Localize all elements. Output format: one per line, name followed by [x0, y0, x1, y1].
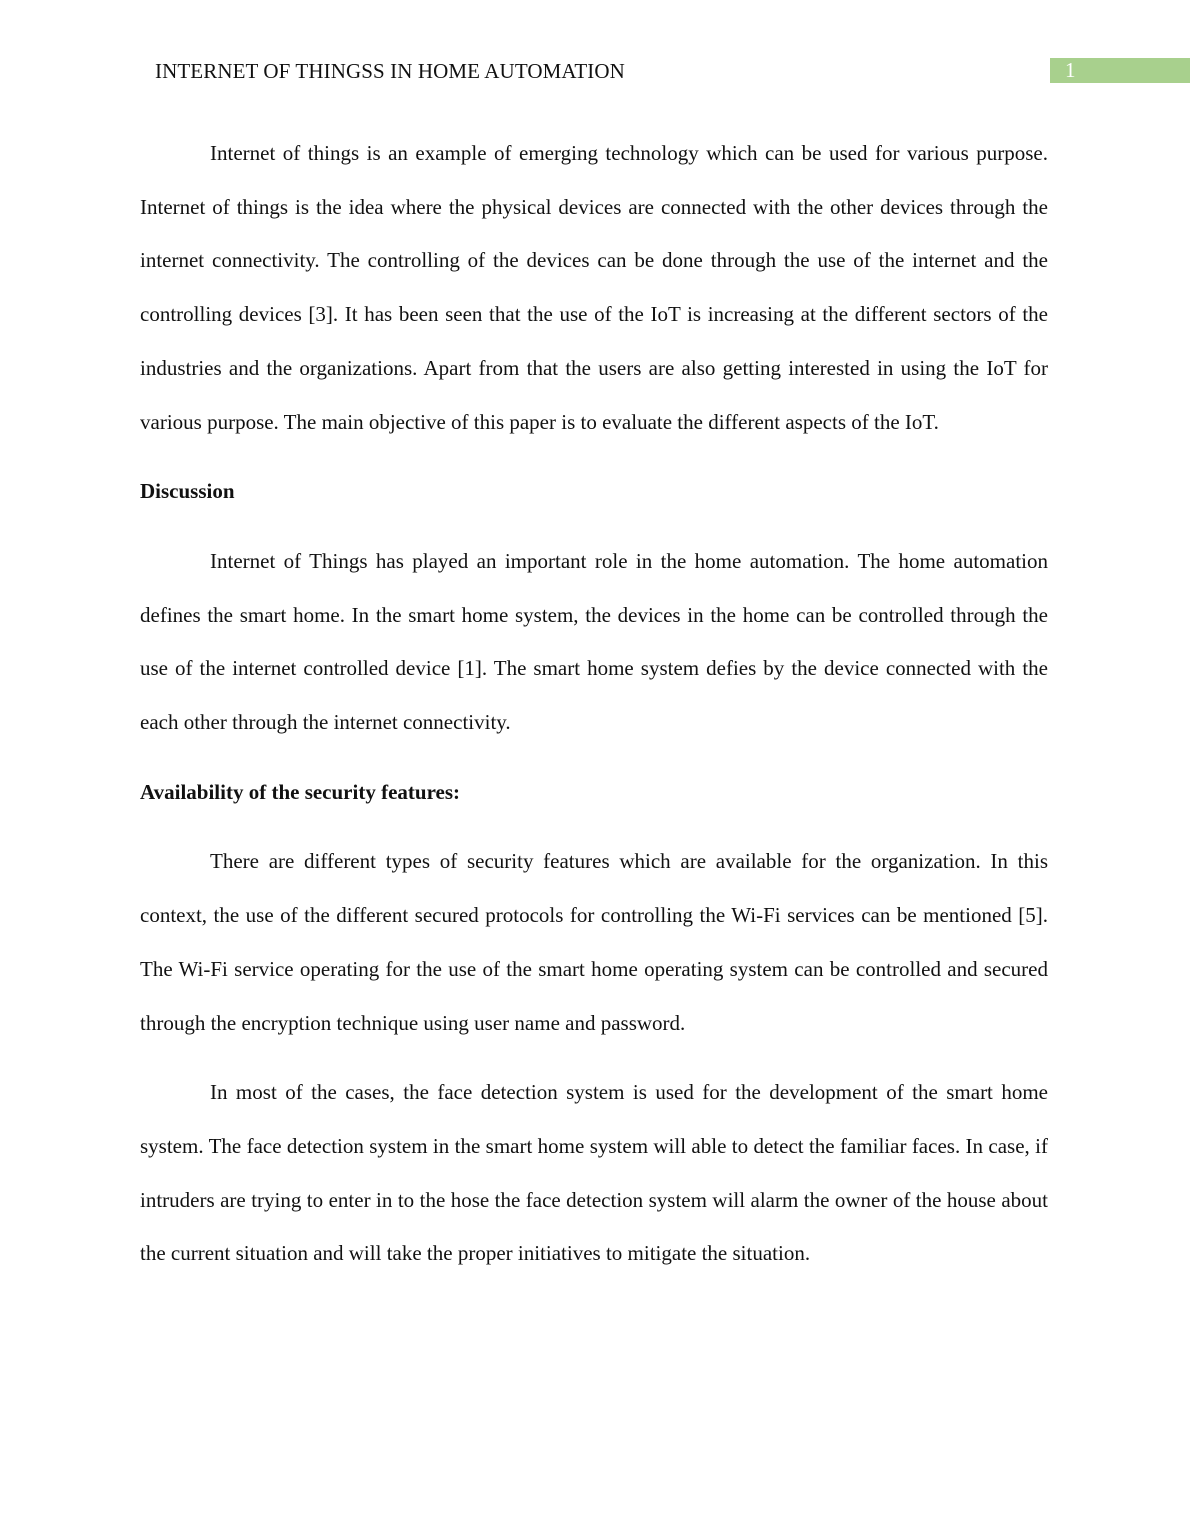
running-head-title: INTERNET OF THINGSS IN HOME AUTOMATION	[155, 59, 625, 83]
document-body	[140, 127, 1048, 1297]
page-number-box	[1050, 58, 1190, 83]
page-number: 1	[1065, 58, 1076, 82]
face-detection-paragraph: In most of the cases, the face detection system is used for the development of the smart home system. The face detection system in the smart home system will able to detect the familiar faces. In case, if intruders are trying to enter in to the hose the face detection system will alarm the owner of the house about the current situation and will take the proper initiatives to mitigate the situation.	[140, 1080, 1048, 1266]
discussion-heading: Discussion	[140, 479, 235, 504]
intro-paragraph: Internet of things is an example of emerging technology which can be used for various purpose. Internet of things is the idea where the physical devices are connected with the other devices through the internet connectivity. The controlling of the devices can be done through the use of the internet and the controlling devices [3]. It has been seen that the use of the IoT is increasing at the different sectors of the industries and the organizations. Apart from that the users are also getting interested in using the IoT for various purpose. The main objective of this paper is to evaluate the different aspects of the IoT.	[140, 141, 1048, 434]
security-heading: Availability of the security features:	[140, 779, 460, 804]
discussion-paragraph: Internet of Things has played an important role in the home automation. The home automation defines the smart home. In the smart home system, the devices in the home can be controlled through the use of the internet controlled device [1]. The smart home system defies by the device connected with the each other through the internet connectivity.	[140, 548, 1048, 735]
security-paragraph: There are different types of security features which are available for the organization. In this context, the use of the different secured protocols for controlling the Wi-Fi services can be mentioned [5]. The Wi-Fi service operating for the use of the smart home operating system can be controlled and secured through the encryption technique using user name and password.	[140, 849, 1048, 1035]
